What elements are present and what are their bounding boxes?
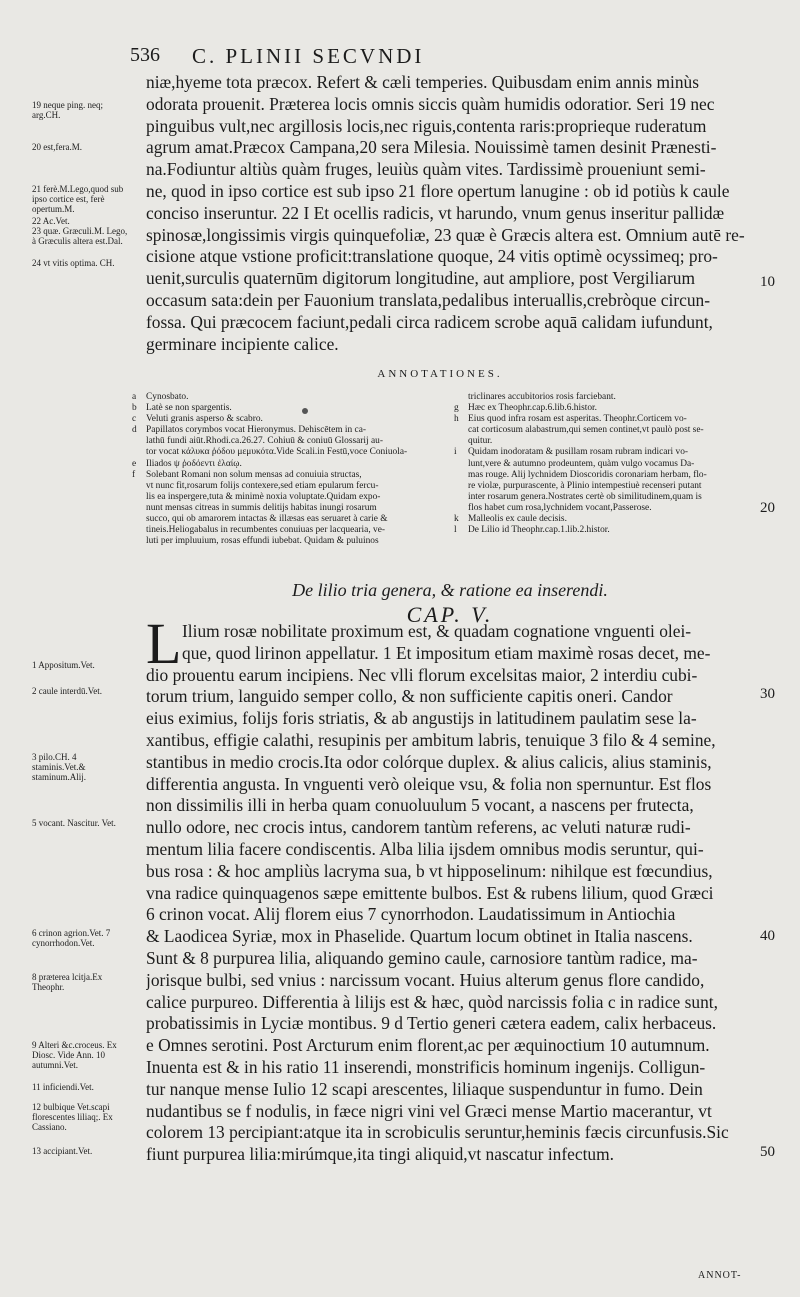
margin-note: 24 vt vitis optima. CH.	[32, 258, 115, 268]
body-line: 6 crinon vocat. Alij florem eius 7 cynorrhodon. Laudatissimum in Antiochia	[146, 904, 676, 925]
annotation	[454, 514, 754, 525]
body-line: non dissimilis illi in herba quam conuoluulum 5 vocant, a nascens per frutecta,	[146, 795, 694, 816]
annotation	[454, 459, 754, 470]
margin-note: 20 est,fera.M.	[32, 142, 82, 152]
annotation-text: nunt mensas citreas in summis delitijs habitas inungi rosarum	[146, 502, 377, 513]
catchword: ANNOT-	[698, 1270, 742, 1281]
annotation-letter: e	[132, 458, 137, 469]
body-line: Inuenta est & in his ratio 11 inserendi, monstrificis hominum ingenijs. Colligun-	[146, 1056, 706, 1077]
annotation-text: Papillatos corymbos vocat Hieronymus. Dehiscētem in ca-	[146, 425, 366, 436]
annotationes-right	[454, 392, 754, 536]
annotation	[132, 436, 450, 447]
annotation-text: Latè se non spargentis.	[146, 403, 232, 414]
chapter-heading: De lilio tria genera, & ratione ea inserendi.	[292, 580, 608, 600]
annotation-text: Hæc ex Theophr.cap.6.lib.6.histor.	[468, 403, 597, 414]
line-number: 10	[760, 274, 775, 290]
annotation	[132, 403, 450, 414]
margin-note: 8 præterea lcitja.Ex Theophr.	[32, 972, 103, 992]
annotation-text: Quidam inodoratam & pusillam rosam rubram indicari vo-	[468, 447, 689, 458]
annotation-text: vt nunc fit,rosarum folijs contexere,sed etiam epularum fercu-	[146, 480, 379, 491]
annotation	[454, 525, 754, 536]
annotation-letter: a	[132, 392, 137, 402]
body-line: differentia angusta. In vnguenti verò oleique vsu, & folia non spernuntur. Est flos	[146, 773, 712, 794]
annotation	[132, 525, 450, 536]
annotation	[454, 492, 754, 503]
annotation-text: Malleolis ex caule decisis.	[468, 514, 567, 525]
body-line: tur nanque mense Iulio 12 scapi arescentes, liliaque suspenduntur in fumo. Dein	[146, 1078, 703, 1099]
body-line: mentum lilia facere condiscentis. Alba lilia ijsdem omnibus modis seruntur, qui-	[146, 838, 704, 859]
annotation-text: quitur.	[468, 436, 493, 447]
annotation	[132, 514, 450, 525]
body-line: & Laodicea Syriæ, mox in Phaselide. Quartum locum obtinet in Italia nascens.	[146, 926, 693, 947]
annotation-letter: g	[454, 403, 459, 414]
annotation	[454, 392, 754, 403]
page-number: 536	[130, 44, 160, 66]
annotation-text: succo, qui ob amarorem intactas & illæsas eas seruaret à carie &	[146, 514, 388, 525]
annotation	[132, 503, 450, 514]
annotation-letter: b	[132, 403, 137, 414]
annotation-text: Eius quod infra rosam est asperitas. Theophr.Corticem vo-	[468, 414, 687, 425]
body-line: calice purpureo. Differentia à lilijs est & hæc, quòd narcissis folia c in radice sunt,	[146, 991, 718, 1012]
body-line: odorata prouenit. Præterea locis omnis siccis quàm humidis odoratior. Seri 19 nec	[146, 93, 715, 114]
margin-note: 1 Appositum.Vet.	[32, 660, 95, 670]
annotation-text: triclinares accubitorios rosis farciebant.	[468, 392, 616, 402]
body-line: fossa. Qui præcocem faciunt,pedali circa radicem scrobe aquā calidam iufundunt,	[146, 311, 713, 332]
body-text-chapter	[146, 621, 766, 1166]
body-line: Ilium rosæ nobilitate proximum est, & quadam cognatione vnguenti olei-	[182, 621, 692, 641]
body-line: colorem 13 percipiant:atque ita in scrobiculis seruntur,heminis fæcis circunfusis.Sic	[146, 1122, 729, 1143]
annotation-letter: c	[132, 414, 137, 425]
margin-note: 12 bulbique Vet.scapi florescentes liliaq;. Ex Cassiano.	[32, 1102, 113, 1132]
annotation	[132, 459, 450, 470]
body-line: que, quod lirinon appellatur. 1 Et impositum etiam maximè rosas decet, me-	[182, 642, 711, 663]
annotationes-left	[132, 392, 450, 547]
annotation-text: cat corticosum alabastrum,qui semen continet,vt paulò post se-	[468, 425, 704, 436]
body-line: e Omnes serotini. Post Arcturum enim florent,ac per æquinoctium 10 autumnum.	[146, 1035, 710, 1056]
annotation	[454, 414, 754, 425]
body-line: fiunt purpurea lilia:mirúmque,ita tingi aliquid,vt nascatur infectum.	[146, 1144, 614, 1165]
annotation	[454, 425, 754, 436]
line-number: 30	[760, 686, 775, 702]
body-line: na.Fodiuntur altiùs quàm fruges, leuiùs quàm vites. Tardissimè proueniunt semi-	[146, 159, 706, 180]
running-head: C. PLINII SECVNDI	[192, 44, 425, 68]
annotation	[132, 481, 450, 492]
annotation-text: tineis.Heliogabalus in recumbentes conuiuas per lacquearia, ve-	[146, 525, 385, 536]
body-line: jorisque bulbi, sed vnius : narcissum vocant. Huius alterum genus flore candido,	[146, 969, 705, 990]
body-line: ne, quod in ipso cortice est sub ipso 21 flore opertum lanugine : ob id potiùs k caule	[146, 180, 730, 201]
annotation-text: Iliados ψ ῥοδόεντι ἐλαίῳ.	[146, 458, 242, 469]
annotation	[454, 447, 754, 458]
annotation	[454, 436, 754, 447]
annotation	[132, 447, 450, 458]
body-line: Sunt & 8 purpurea lilia, aliquando gemino caule, carnosiore tantùm radice, ma-	[146, 947, 698, 968]
annotation	[132, 470, 450, 481]
body-line: germinare incipiente calice.	[146, 333, 339, 354]
page-header	[130, 44, 650, 70]
annotation	[132, 425, 450, 436]
annotation-text: Solebant Romani non solum mensas ad conuiuia structas,	[146, 469, 362, 480]
body-line: xantibus, effigie calathi, resupinis per ambitum labris, tenuique 3 filo & 4 semine,	[146, 729, 716, 750]
annotation-text: inter rosarum genera.Nostrates certè ob similitudinem,quam is	[468, 491, 702, 502]
margin-note: 19 neque ping. neq; arg.CH.	[32, 100, 103, 120]
body-line: bus rosa : & hoc ampliùs lacryma sua, b vt hipposelinum: nihilque est fœcundius,	[146, 860, 713, 881]
body-line: cisione atque vstione proficit:translatione quoque, 24 vitis optimè ocyssimeq; pro-	[146, 246, 718, 267]
margin-note: 9 Alteri &c.croceus. Ex Diosc. Vide Ann. 10 autumni.Vet.	[32, 1040, 117, 1070]
body-text-top	[146, 72, 766, 355]
annotation-letter: i	[454, 447, 457, 458]
body-line: agrum amat.Præcox Campana,20 sera Milesia. Nouissimè tamen desinit Prænesti-	[146, 137, 717, 158]
annotation	[132, 414, 450, 425]
annotation	[132, 492, 450, 503]
body-line: eius eximius, folijs foris striatis, & ab angustijs in latitudinem paulatim sese la-	[146, 708, 697, 729]
body-line: occasum sata:dein per Fauonium translata,pedalibus interuallis,crebròque circun-	[146, 289, 711, 310]
annotation-letter: k	[454, 514, 459, 525]
annotationes-title: ANNOTATIONES.	[377, 368, 503, 380]
line-number: 20	[760, 500, 775, 516]
body-line: spinosæ,longissimis virgis quinquefoliæ, 23 quæ è Græcis altera est. Omnium autē re-	[146, 224, 745, 245]
body-line: vna radice quinquagenos sæpe emittente bulbos. Est & rubens lilium, quod Græci	[146, 882, 714, 903]
annotation-text: De Lilio id Theophr.cap.1.lib.2.histor.	[468, 525, 610, 536]
body-line: dio prouentu earum incipiens. Nec vlli florum excelsitas maior, 2 interdiu cubi-	[146, 664, 698, 685]
margin-note: 13 accipiant.Vet.	[32, 1146, 93, 1156]
annotation-text: lunt,vere & autumno prodeuntem, quàm vulgo vocamus Da-	[468, 458, 695, 469]
margin-note: 11 inficiendi.Vet.	[32, 1082, 94, 1092]
body-line: uenit,surculis quaternūm digitorum longitudine, aut ampliore, post Vergiliarum	[146, 268, 696, 289]
annotation-text: lis ea inspergere,tuta & minimè noxia voluptate.Quidam expo-	[146, 491, 381, 502]
margin-note: 5 vocant. Nascitur. Vet.	[32, 818, 116, 828]
body-line: stantibus in medio crocis.Ita odor colórque duplex. & alius calicis, alius staminis,	[146, 751, 712, 772]
line-number: 50	[760, 1144, 775, 1160]
annotation	[132, 392, 450, 403]
annotation-text: mas rouge. Alij lychnidem Dioscoridis coronariam herbam, flo-	[468, 469, 707, 480]
annotation	[454, 503, 754, 514]
annotation-letter: h	[454, 414, 459, 425]
body-line: niæ,hyeme tota præcox. Refert & cæli temperies. Quibusdam enim annis minùs	[146, 72, 700, 92]
margin-note: 21 ferè.M.Lego,quod sub ipso cortice est, ferè opertum.M.	[32, 184, 124, 214]
body-line: conciso inseruntur. 22 I Et ocellis radicis, vt harundo, vnum genus inseritur pallidæ	[146, 202, 725, 223]
chapter-number: CAP. V.	[406, 602, 494, 627]
annotation-text: Veluti granis asperso & scabro.	[146, 414, 263, 425]
annotation-text: re violæ, purpurascente, à Plinio intempestiuè recenseri putant	[468, 480, 702, 491]
annotation-text: luti per impluuium, rosas effundi iubebat. Quidam & puluinos	[146, 536, 379, 547]
drop-capital: L	[146, 611, 182, 676]
annotation-text: lathū fundi aiūt.Rhodi.ca.26.27. Cohiuū & coniuū Glossarij au-	[146, 436, 383, 447]
body-line: nullo odore, nec crocis intus, candorem tantùm referens, ac veluti naturæ rudi-	[146, 817, 691, 838]
body-line: nudantibus se f nodulis, in fæce nigri vini vel Græci mense Martio macerantur, vt	[146, 1100, 712, 1121]
margin-note: 6 crinon agrion.Vet. 7 cynorrhodon.Vet.	[32, 928, 111, 948]
annotation-letter: l	[454, 525, 457, 536]
annotation-letter: f	[132, 469, 136, 480]
annotation	[454, 470, 754, 481]
annotation-text: tor vocat κάλυκα ῥόδου μεμυκότα.Vide Scali.in Festū,voce Coniuola-	[146, 447, 408, 458]
margin-note: 3 pilo.CH. 4 staminis.Vet.& staminum.Alij.	[32, 752, 86, 782]
annotation-text: Cynosbato.	[146, 392, 189, 402]
annotation	[454, 403, 754, 414]
body-line: pinguibus vult,nec argillosis locis,nec riguis,contenta raris:proprieque ruderatum	[146, 115, 707, 136]
margin-note: 2 caule interdū.Vet.	[32, 686, 102, 696]
annotation	[454, 481, 754, 492]
body-line: torum trium, languido semper collo, & non sufficiente capitis oneri. Candor	[146, 686, 673, 707]
annotation-text: flos habet cum rosa,lychnidem vocant,Passerose.	[468, 502, 652, 513]
margin-note: 23 quæ. Græculi.M. Lego, à Græculis altera est.Dal.	[32, 226, 128, 246]
line-number: 40	[760, 928, 775, 944]
annotation	[132, 536, 450, 547]
body-line: probatissimis in Lyciæ montibus. 9 d Tertio generi cætera eadem, calix herbaceus.	[146, 1013, 717, 1034]
annotation-letter: d	[132, 425, 137, 436]
margin-note: 22 Ac.Vet.	[32, 216, 70, 226]
